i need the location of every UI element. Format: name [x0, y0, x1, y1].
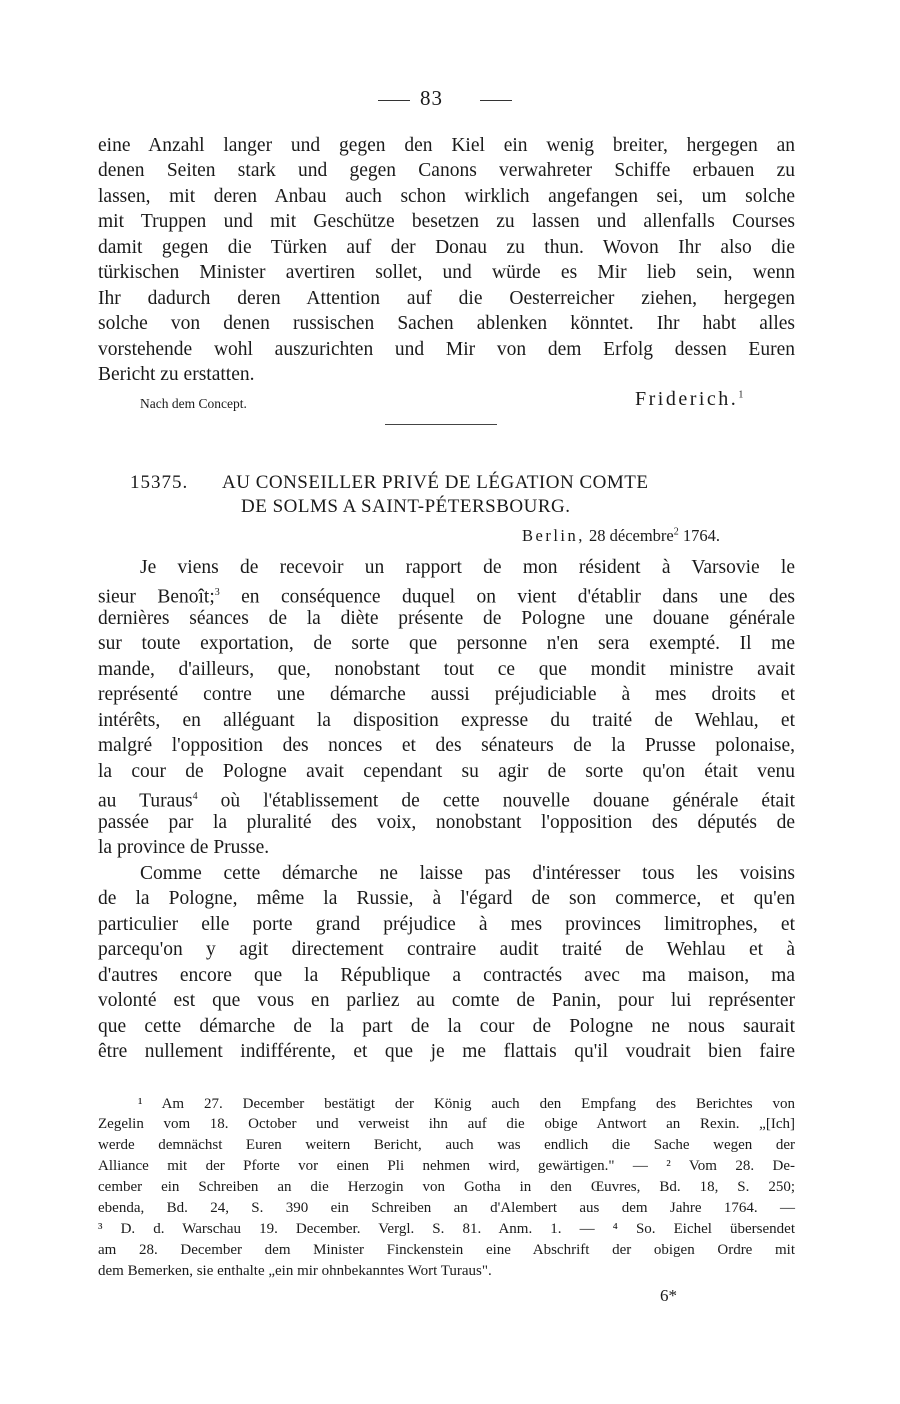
text-run: où l'établissement de cette nouvelle douane générale était: [197, 790, 795, 812]
date-place: Berlin,: [522, 526, 585, 545]
text-line: solche von denen russischen Sachen ablenken könntet. Ihr habt alles: [98, 313, 795, 334]
footnote-line: am 28. December dem Minister Finckenstein eine Abschrift der obigen Ordre mit: [98, 1242, 795, 1258]
page-number: 83: [420, 86, 443, 110]
signature-name: Friderich.: [635, 388, 739, 410]
text-line: vorstehende wohl auszurichten und Mir von dem Erfolg dessen Euren: [98, 339, 795, 360]
text-run: en conséquence duquel on vient d'établir dans une des: [219, 586, 795, 608]
text-line: damit gegen die Türken auf der Donau zu thun. Wovon Ihr also die: [98, 237, 795, 258]
signature: [635, 388, 743, 411]
text-line: sur toute exportation, de sorte que personne n'en sera exempté. Il me: [98, 633, 795, 654]
text-line: mit Truppen und mit Geschütze besetzen zu lassen und allenfalls Courses: [98, 211, 795, 232]
section-divider: [385, 424, 497, 425]
letter-title-line-1: AU CONSEILLER PRIVÉ DE LÉGATION COMTE: [222, 472, 649, 493]
text-line: être nullement indifférente, et que je me flattais qu'il voudrait bien faire: [98, 1041, 795, 1062]
footnote-line: dem Bemerken, sie enthalte „ein mir ohnbekanntes Wort Turaus".: [98, 1263, 492, 1279]
text-line: [98, 786, 795, 813]
footnote-line: werde demnächst Euren weitern Bericht, auch was endlich die Sache wegen der: [98, 1137, 795, 1153]
text-line: Bericht zu erstatten.: [98, 364, 255, 385]
text-line: eine Anzahl langer und gegen den Kiel ein wenig breiter, hergegen an: [98, 135, 795, 156]
footnote-ref: 1: [738, 389, 744, 401]
date-year: 1764.: [682, 526, 720, 545]
footnote-line: Zegelin vom 18. October und verweist ihn auf die obige Antwort an Rexin. „[Ich]: [98, 1116, 795, 1132]
text-line: la cour de Pologne avait cependant su agir de sorte qu'on était venu: [98, 761, 795, 782]
text-line: denen Seiten stark und gegen Canons verwahreter Schiffe erbauen zu: [98, 160, 795, 181]
header-dash-right: [480, 100, 512, 101]
footnote-ref: 4: [192, 791, 198, 802]
footnote-line: Alliance mit der Pforte vor einen Pli nehmen wird, gewärtigen." — ² Vom 28. De-: [98, 1158, 795, 1174]
text-line: [98, 582, 795, 609]
text-line: Ihr dadurch deren Attention auf die Oesterreicher ziehen, hergegen: [98, 288, 795, 309]
text-line: passée par la pluralité des voix, nonobstant l'opposition des députés de: [98, 812, 795, 833]
footnote-ref: 3: [214, 587, 220, 598]
letter-date: [522, 526, 720, 546]
text-line: intérêts, en alléguant la disposition expresse du traité de Wehlau, et: [98, 710, 795, 731]
date-day: 28 décembre: [589, 526, 674, 545]
page-header: [98, 86, 795, 116]
footnote-line: ebenda, Bd. 24, S. 390 ein Schreiben an d'Alembert aus dem Jahre 1764. —: [98, 1200, 795, 1216]
text-line: d'autres encore que la République a contractés avec ma maison, ma: [98, 965, 795, 986]
text-line: parcequ'on y agit directement contraire audit traité de Wehlau et à: [98, 939, 795, 960]
text-run: au Turaus: [98, 790, 193, 812]
footnote-line: ³ D. d. Warschau 19. December. Vergl. S. 81. Anm. 1. — ⁴ So. Eichel übersendet: [98, 1221, 795, 1237]
text-line: Je viens de recevoir un rapport de mon résident à Varsovie le: [140, 557, 795, 578]
text-line: mande, d'ailleurs, que, nonobstant tout ce que mondit ministre avait: [98, 659, 795, 680]
footnote-ref: 2: [673, 526, 679, 538]
header-dash-left: [378, 100, 410, 101]
text-line: la province de Prusse.: [98, 837, 270, 858]
text-line: représenté contre une démarche aussi préjudiciable à mes droits et: [98, 684, 795, 705]
printer-signature-mark: 6*: [660, 1286, 677, 1305]
document-number: 15375.: [130, 472, 189, 493]
text-line: malgré l'opposition des nonces et des sénateurs de la Prusse polonaise,: [98, 735, 795, 756]
source-note: Nach dem Concept.: [140, 396, 247, 411]
text-line: dernières séances de la diète présente de Pologne une douane générale: [98, 608, 795, 629]
text-line: volonté est que vous en parliez au comte de Panin, pour lui représenter: [98, 990, 795, 1011]
text-line: de la Pologne, même la Russie, à l'égard de son commerce, et qu'en: [98, 888, 795, 909]
text-run: sieur Benoît;: [98, 586, 215, 608]
text-line: particulier elle porte grand préjudice à mes provinces limitrophes, et: [98, 914, 795, 935]
footnote-line: cember ein Schreiben an die Herzogin von Gotha in den Œuvres, Bd. 18, S. 250;: [98, 1179, 795, 1195]
letter-title-line-2: DE SOLMS A SAINT-PÉTERSBOURG.: [241, 496, 571, 517]
text-line: que cette démarche de la part de la cour de Pologne ne nous saurait: [98, 1016, 795, 1037]
text-line: türkischen Minister avertiren sollet, und würde es Mir lieb sein, wenn: [98, 262, 795, 283]
text-line: lassen, mit deren Anbau auch schon wirklich angefangen sei, um solche: [98, 186, 795, 207]
text-line: Comme cette démarche ne laisse pas d'intéresser tous les voisins: [140, 863, 795, 884]
footnote-line: ¹ Am 27. December bestätigt der König auch den Empfang des Berichtes von: [138, 1096, 795, 1112]
